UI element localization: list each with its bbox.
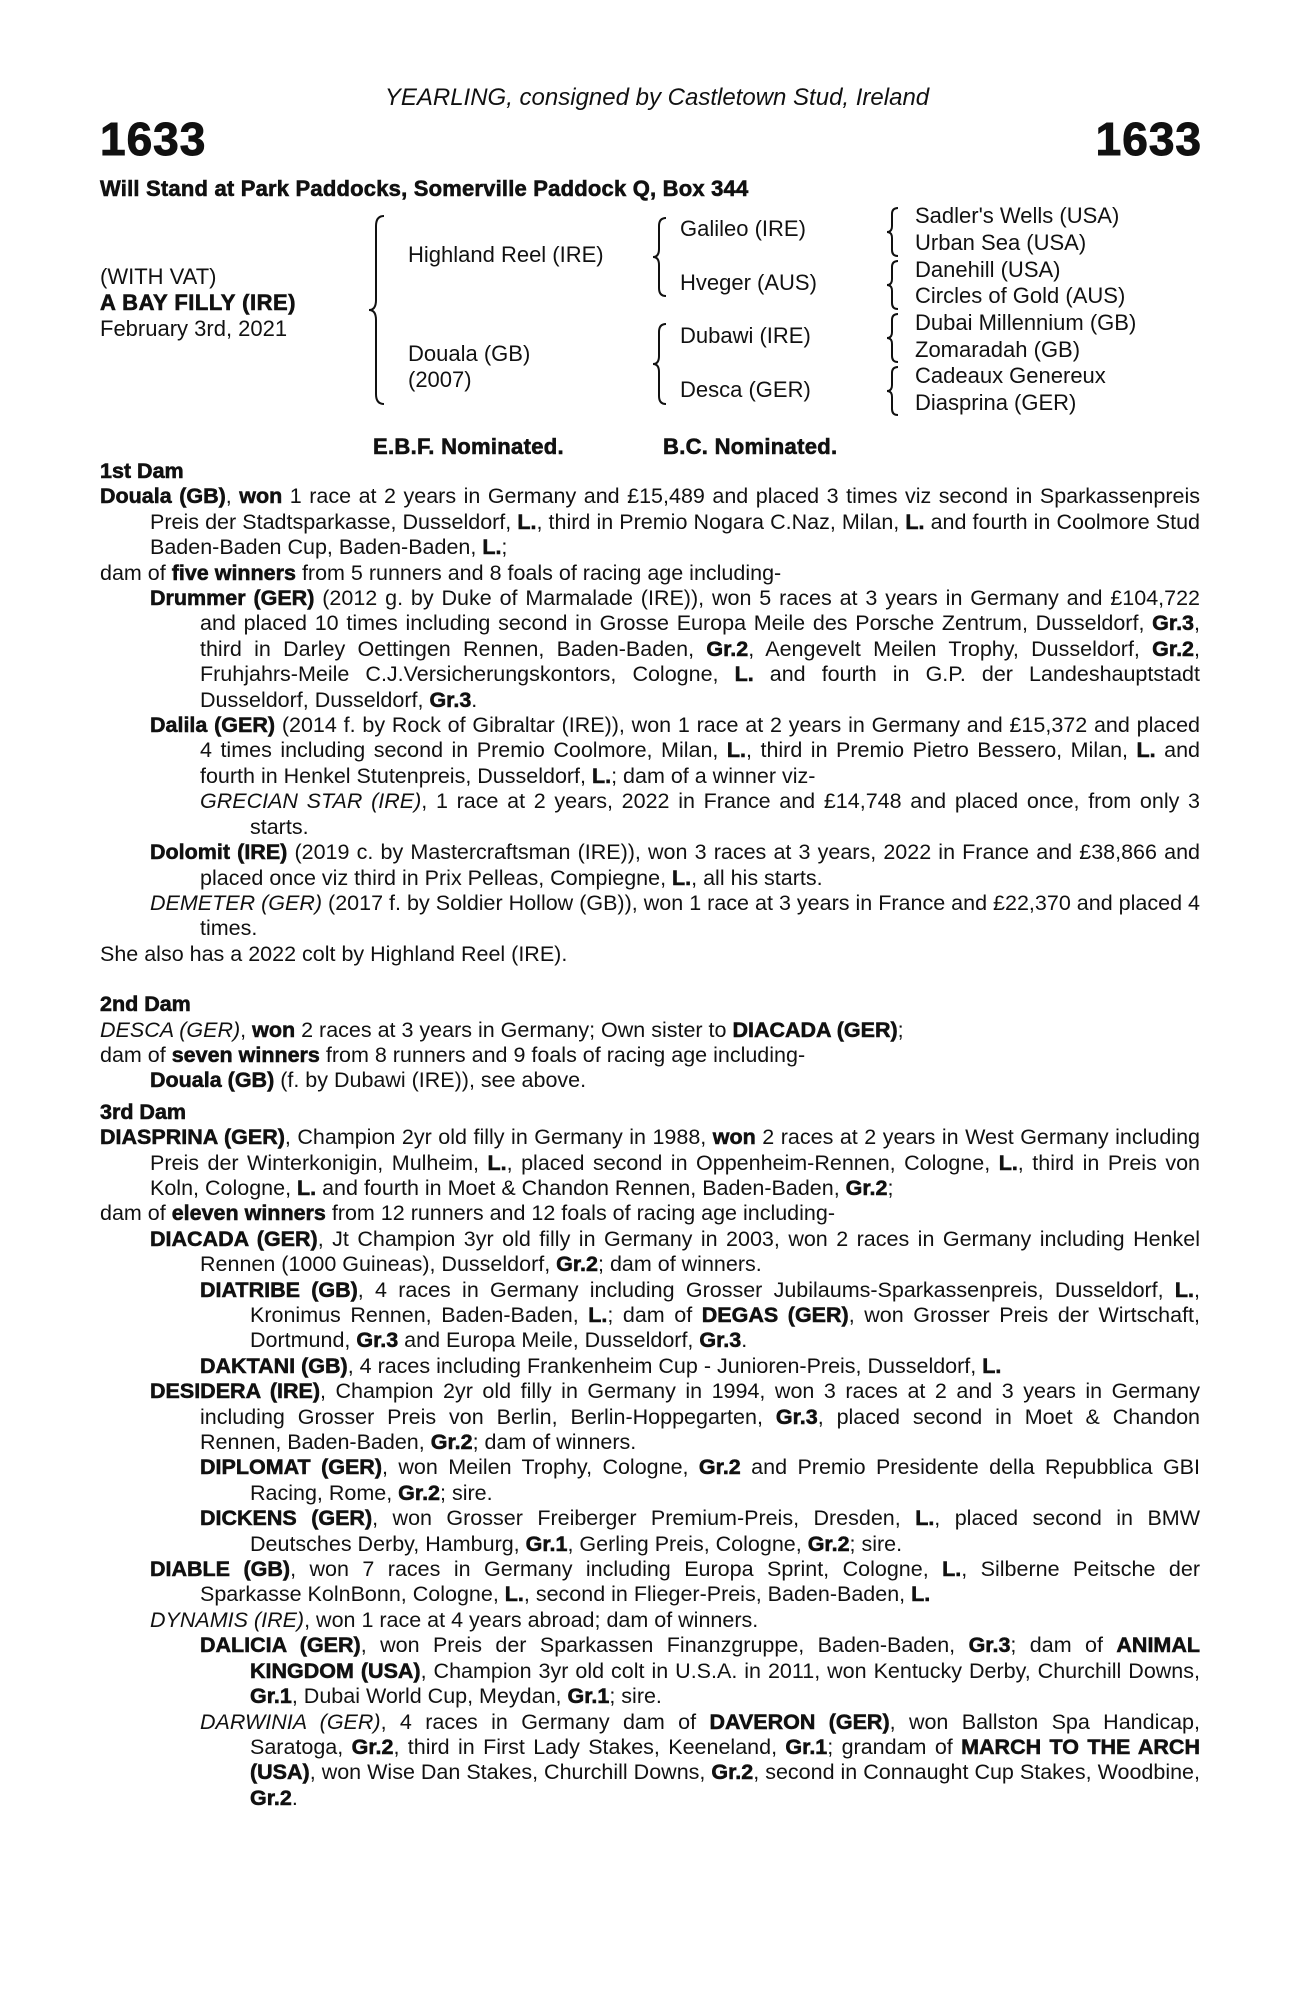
- text-run: and fourth in G.P. der Landeshauptstadt Dusseldorf, Dusseldorf,: [200, 662, 1200, 712]
- text-run: , won Grosser Preis der Wirtschaft, Dortmund,: [250, 1303, 1200, 1353]
- bold-text: L.: [504, 1582, 524, 1607]
- text-run: .: [471, 687, 478, 712]
- text-run: ,: [225, 484, 240, 509]
- bold-text: DIPLOMAT (GER): [200, 1455, 382, 1480]
- text-run: (2017 f. by Soldier Hollow (GB)), won 1 race at 3 years in France and £22,370 and placed 4 times.: [200, 890, 1200, 941]
- bold-text: Gr.3: [775, 1404, 818, 1429]
- pedigree-brace-g3-1: [884, 206, 902, 258]
- produce-record: [100, 891, 1200, 942]
- ebf-nomination: E.B.F. Nominated.: [373, 434, 564, 459]
- horse-name: A BAY FILLY (IRE): [100, 290, 296, 315]
- pedigree-g3-dubai-millennium: Dubai Millennium (GB): [915, 310, 1137, 335]
- bold-text: won: [252, 1017, 296, 1042]
- text-run: and fourth in Coolmore Stud Baden-Baden Cup, Baden-Baden,: [150, 509, 1200, 560]
- bold-text: L.: [726, 738, 746, 763]
- dam-section: [100, 1100, 1200, 1811]
- italic-text: DYNAMIS (IRE): [150, 1607, 305, 1632]
- bold-text: Gr.2: [351, 1734, 394, 1759]
- text-run: ; grandam of: [827, 1734, 962, 1759]
- section-spacer: [100, 967, 1200, 992]
- bold-text: L.: [915, 1506, 935, 1531]
- text-run: and Europa Meile, Dusseldorf,: [398, 1328, 700, 1353]
- foaling-date: February 3rd, 2021: [100, 316, 288, 341]
- text-run: and fourth in Moet & Chandon Rennen, Baden-Baden,: [316, 1175, 846, 1200]
- text-run: from 5 runners and 8 foals of racing age including-: [295, 560, 782, 585]
- bold-text: DIASPRINA (GER): [100, 1125, 285, 1150]
- consignor-line: YEARLING, consigned by Castletown Stud, Ireland: [384, 84, 930, 111]
- text-run: , 4 races in Germany including Grosser Jubilaums-Sparkassenpreis, Dusseldorf,: [357, 1277, 1175, 1302]
- bold-text: Gr.1: [567, 1684, 610, 1709]
- produce-record: [100, 1379, 1200, 1455]
- bold-text: Gr.2: [706, 636, 749, 661]
- bold-text: Gr.1: [785, 1734, 828, 1759]
- text-run: (2014 f. by Rock of Gibraltar (IRE)), won 1 race at 2 years in Germany and £15,372 and placed 4 times including second in Premio Coolmore, Milan,: [200, 713, 1200, 763]
- text-run: ; dam of a winner viz-: [611, 763, 816, 788]
- lot-number-right: 1633: [1095, 113, 1202, 165]
- text-run: , 1 race at 2 years, 2022 in France and £14,748 and placed once, from only 3 starts.: [250, 789, 1201, 839]
- text-run: , third in Premio Nogara C.Naz, Milan,: [536, 509, 906, 534]
- text-run: , placed second in Moet & Chandon Rennen, Baden-Baden,: [200, 1404, 1200, 1455]
- bold-text: Drummer (GER): [150, 586, 315, 611]
- text-run: She also has a 2022 colt by Highland Reel (IRE).: [100, 941, 568, 966]
- bold-text: L.: [1174, 1277, 1195, 1302]
- bold-text: L.: [734, 662, 754, 687]
- bold-text: DEGAS (GER): [701, 1303, 849, 1327]
- text-run: dam of: [100, 1042, 172, 1067]
- text-run: ; dam of: [607, 1303, 702, 1327]
- text-run: ; dam of winners.: [598, 1252, 762, 1277]
- bold-text: L.: [588, 1303, 608, 1327]
- italic-text: GRECIAN STAR (IRE): [200, 789, 422, 814]
- bold-text: Gr.3: [356, 1328, 399, 1353]
- produce-record: [100, 1710, 1200, 1812]
- text-run: , won 1 race at 4 years abroad; dam of winners.: [304, 1607, 759, 1632]
- bold-text: Gr.2: [1152, 636, 1195, 661]
- pedigree-dam-dam: Desca (GER): [680, 377, 811, 402]
- text-run: , 4 races in Germany dam of: [380, 1709, 710, 1734]
- text-run: from 12 runners and 12 foals of racing age including-: [325, 1201, 835, 1226]
- text-run: , won Wise Dan Stakes, Churchill Downs,: [309, 1760, 712, 1785]
- bold-text: DIACADA (GER): [732, 1017, 898, 1042]
- text-run: ;: [887, 1175, 894, 1200]
- pedigree-brace-g3-3: [884, 312, 902, 364]
- text-run: , won 7 races in Germany including Europa Sprint, Cologne,: [290, 1557, 943, 1582]
- bold-text: L.: [517, 509, 537, 534]
- bold-text: Dolomit (IRE): [150, 840, 288, 865]
- produce-record: [100, 561, 1200, 586]
- bold-text: seven winners: [171, 1042, 320, 1067]
- produce-record: [100, 1608, 1200, 1633]
- bold-text: L.: [672, 865, 692, 890]
- text-run: , Silberne Peitsche der Sparkasse KolnBonn, Cologne,: [200, 1557, 1200, 1607]
- bold-text: won: [239, 484, 283, 509]
- produce-record: [100, 1354, 1200, 1379]
- text-run: dam of: [100, 1201, 172, 1226]
- bold-text: DALICIA (GER): [200, 1633, 361, 1658]
- bold-text: Gr.3: [699, 1328, 742, 1353]
- bold-text: DIATRIBE (GB): [200, 1277, 358, 1302]
- bold-text: L.: [482, 535, 502, 560]
- bold-text: MARCH TO THE ARCH (USA): [250, 1734, 1200, 1785]
- pedigree-dam: Douala (GB): [408, 341, 531, 366]
- bold-text: L.: [911, 1582, 931, 1607]
- bold-text: DAKTANI (GB): [200, 1353, 348, 1378]
- text-run: (f. by Dubawi (IRE)), see above.: [274, 1068, 587, 1093]
- bold-text: Gr.2: [430, 1430, 473, 1455]
- text-run: , second in Flieger-Preis, Baden-Baden,: [523, 1582, 912, 1607]
- pedigree-g3-circles-of-gold: Circles of Gold (AUS): [915, 283, 1126, 308]
- produce-record: [100, 1068, 1200, 1093]
- bold-text: DIABLE (GB): [150, 1557, 291, 1582]
- bold-text: eleven winners: [171, 1201, 326, 1226]
- text-run: 2 races at 2 years in West Germany including Preis der Winterkonigin, Mulheim,: [150, 1125, 1200, 1175]
- text-run: ,: [240, 1017, 253, 1042]
- text-run: from 8 runners and 9 foals of racing age including-: [319, 1042, 806, 1067]
- bold-text: L.: [998, 1150, 1018, 1175]
- produce-record: [100, 1455, 1200, 1506]
- produce-record: [100, 1633, 1200, 1709]
- pedigree-g3-zomaradah: Zomaradah (GB): [915, 337, 1081, 362]
- pedigree-g3-danehill: Danehill (USA): [915, 257, 1061, 282]
- text-run: , won Ballston Spa Handicap, Saratoga,: [250, 1709, 1200, 1759]
- bold-text: Gr.3: [968, 1633, 1011, 1658]
- produce-record: [100, 1043, 1200, 1068]
- bold-text: Gr.1: [525, 1531, 568, 1556]
- pedigree-g3-diasprina: Diasprina (GER): [915, 390, 1077, 415]
- text-run: , won Preis der Sparkassen Finanzgruppe, Baden-Baden,: [360, 1633, 969, 1658]
- text-run: , 4 races including Frankenheim Cup - Junioren-Preis, Dusseldorf,: [347, 1353, 983, 1378]
- text-run: ; sire.: [609, 1684, 662, 1709]
- text-run: , third in Premio Pietro Bessero, Milan,: [746, 738, 1137, 763]
- text-run: , second in Connaught Cup Stakes, Woodbine,: [753, 1760, 1200, 1785]
- bold-text: L.: [297, 1175, 317, 1200]
- text-run: , Dubai World Cup, Meydan,: [291, 1684, 568, 1709]
- pedigree-dam-sire: Dubawi (IRE): [680, 323, 811, 348]
- text-run: , won Meilen Trophy, Cologne,: [381, 1455, 699, 1480]
- text-run: , Aengevelt Meilen Trophy, Dusseldorf,: [748, 636, 1153, 661]
- text-run: .: [291, 1785, 298, 1810]
- bold-text: L.: [487, 1150, 507, 1175]
- bold-text: Gr.2: [398, 1480, 441, 1505]
- text-run: ;: [501, 535, 508, 560]
- bold-text: L.: [942, 1557, 962, 1582]
- text-run: , all his starts.: [691, 865, 823, 890]
- bold-text: Dalila (GER): [150, 713, 276, 738]
- bold-text: DAVERON (GER): [709, 1709, 890, 1734]
- bc-nomination: B.C. Nominated.: [663, 434, 838, 459]
- bold-text: DIACADA (GER): [150, 1226, 318, 1251]
- pedigree-sire: Highland Reel (IRE): [408, 242, 604, 267]
- text-run: , third in First Lady Stakes, Keeneland,: [393, 1734, 786, 1759]
- produce-record: [100, 840, 1200, 891]
- bold-text: ANIMAL KINGDOM (USA): [250, 1633, 1200, 1683]
- text-run: and Premio Presidente della Repubblica GBI Racing, Rome,: [250, 1455, 1200, 1505]
- bold-text: Douala (GB): [100, 484, 226, 509]
- stabling-location: Will Stand at Park Paddocks, Somerville Paddock Q, Box 344: [100, 176, 749, 201]
- produce-record: [100, 1201, 1200, 1226]
- catalogue-body: [100, 459, 1200, 1811]
- text-run: (2012 g. by Duke of Marmalade (IRE)), won 5 races at 3 years in Germany and £104,722 and placed 10 times including second in Grosse Europa Meile des Porsche Zentrum, Dusseldorf,: [200, 586, 1200, 636]
- italic-text: DARWINIA (GER): [200, 1709, 381, 1734]
- bold-text: L.: [905, 509, 925, 534]
- text-run: , Champion 2yr old filly in Germany in 1994, won 3 races at 2 and 3 years in Germany including Grosser Preis von Berlin, Berlin-Hoppegarten,: [200, 1379, 1201, 1429]
- bold-text: Gr.2: [556, 1252, 598, 1277]
- text-run: ; sire.: [849, 1531, 903, 1556]
- produce-record: [100, 1018, 1200, 1043]
- text-run: dam of: [100, 560, 172, 585]
- produce-record: [100, 1557, 1200, 1608]
- text-run: ;: [897, 1017, 904, 1042]
- text-run: , Gerling Preis, Cologne,: [567, 1531, 808, 1556]
- bold-text: Douala (GB): [150, 1068, 275, 1093]
- produce-record: [100, 1125, 1200, 1201]
- dam-section: [100, 992, 1200, 1094]
- text-run: .: [741, 1328, 748, 1353]
- pedigree-brace-g3-4: [884, 365, 902, 417]
- text-run: , Jt Champion 3yr old filly in Germany in 2003, won 2 races in Germany including Henkel Rennen (1000 Guineas), Dusseldorf,: [200, 1226, 1201, 1277]
- bold-text: L.: [1136, 738, 1156, 763]
- text-run: 2 races at 3 years in Germany; Own sister to: [295, 1017, 733, 1042]
- vat-note: (WITH VAT): [100, 264, 217, 289]
- text-run: , Champion 2yr old filly in Germany in 1988,: [284, 1125, 713, 1150]
- text-run: , Fruhjahrs-Meile C.J.Versicherungskontors, Cologne,: [200, 636, 1200, 687]
- produce-record: [100, 942, 1200, 967]
- text-run: ; dam of: [1010, 1633, 1117, 1658]
- bold-text: Gr.2: [250, 1785, 292, 1810]
- bold-text: Gr.1: [250, 1684, 292, 1709]
- section-heading: 3rd Dam: [100, 1099, 187, 1124]
- lot-number-left: 1633: [100, 113, 207, 165]
- pedigree-sire-dam: Hveger (AUS): [680, 270, 817, 295]
- text-run: , third in Darley Oettingen Rennen, Baden-Baden,: [200, 611, 1200, 661]
- text-run: (2019 c. by Mastercraftsman (IRE)), won 3 races at 3 years, 2022 in France and £38,866 and placed once viz third in Prix Pelleas, Compiegne,: [200, 840, 1200, 890]
- text-run: , placed second in BMW Deutsches Derby, Hamburg,: [250, 1506, 1200, 1556]
- section-heading: 2nd Dam: [100, 992, 191, 1017]
- bold-text: DESIDERA (IRE): [150, 1379, 320, 1404]
- produce-record: [100, 789, 1200, 840]
- pedigree-sire-sire: Galileo (IRE): [680, 216, 806, 241]
- pedigree-g3-urban-sea: Urban Sea (USA): [915, 230, 1087, 255]
- bold-text: L.: [982, 1353, 1002, 1378]
- pedigree-brace-dam: [650, 322, 670, 406]
- text-run: 1 race at 2 years in Germany and £15,489 and placed 3 times viz second in Sparkassenpreis Preis der Stadtsparkasse, Dusseldorf,: [150, 484, 1200, 534]
- text-run: , Kronimus Rennen, Baden-Baden,: [250, 1277, 1200, 1327]
- bold-text: five winners: [171, 560, 296, 585]
- text-run: , third in Preis von Koln, Cologne,: [150, 1150, 1200, 1200]
- text-run: and fourth in Henkel Stutenpreis, Dusseldorf,: [200, 738, 1200, 788]
- bold-text: won: [712, 1125, 756, 1150]
- produce-record: [100, 586, 1200, 713]
- produce-record: [100, 1227, 1200, 1278]
- text-run: ; dam of winners.: [472, 1430, 637, 1455]
- bold-text: DICKENS (GER): [200, 1506, 373, 1531]
- pedigree-brace-main: [366, 214, 388, 406]
- bold-text: Gr.2: [845, 1175, 888, 1200]
- bold-text: L.: [591, 763, 612, 788]
- bold-text: Gr.3: [1152, 611, 1195, 636]
- text-run: , placed second in Oppenheim-Rennen, Cologne,: [506, 1150, 999, 1175]
- text-run: ; sire.: [440, 1480, 493, 1505]
- produce-record: [100, 1278, 1200, 1354]
- text-run: , won Grosser Freiberger Premium-Preis, Dresden,: [372, 1506, 916, 1531]
- bold-text: Gr.2: [711, 1760, 754, 1785]
- section-heading: 1st Dam: [100, 459, 184, 483]
- bold-text: Gr.2: [807, 1531, 850, 1556]
- produce-record: [100, 484, 1200, 560]
- dam-section: [100, 459, 1200, 967]
- pedigree-g3-sadlers-wells: Sadler's Wells (USA): [915, 203, 1120, 228]
- pedigree-brace-g3-2: [884, 259, 902, 311]
- pedigree-dam-year: (2007): [408, 367, 472, 392]
- text-run: , Champion 3yr old colt in U.S.A. in 2011, won Kentucky Derby, Churchill Downs,: [420, 1658, 1200, 1683]
- bold-text: Gr.2: [698, 1455, 741, 1480]
- produce-record: [100, 1506, 1200, 1557]
- italic-text: DEMETER (GER): [150, 890, 323, 915]
- bold-text: Gr.3: [429, 687, 472, 712]
- pedigree-brace-sire: [650, 216, 670, 298]
- produce-record: [100, 713, 1200, 789]
- italic-text: DESCA (GER): [100, 1017, 241, 1042]
- pedigree-g3-cadeaux-genereux: Cadeaux Genereux: [915, 363, 1106, 388]
